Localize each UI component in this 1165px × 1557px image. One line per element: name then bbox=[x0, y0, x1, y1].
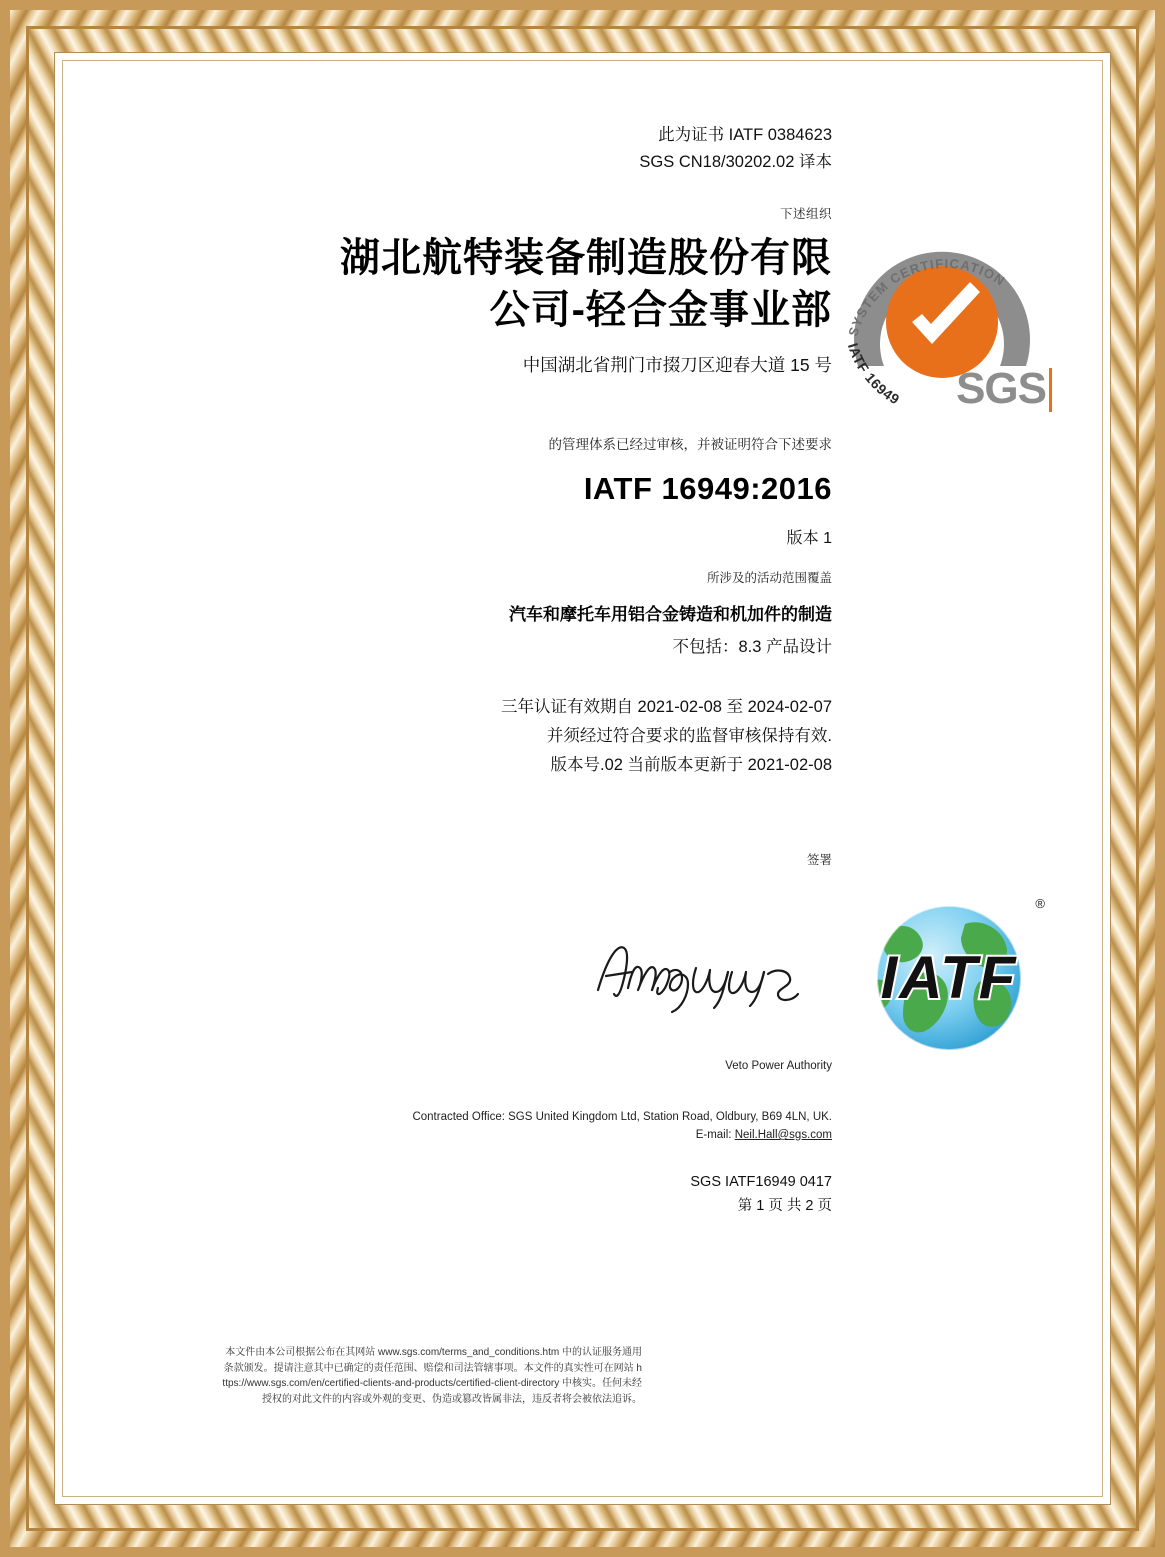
signature-image bbox=[592, 928, 832, 1014]
legal-disclaimer: 本文件由本公司根据公布在其网站 www.sgs.com/terms_and_conditions.htm 中的认证服务通用条款颁发。提请注意其中已确定的责任范围、赔偿和司法管辖事项。本文件的真实性可在网站 https://www.sgs.com/en/certified-clients-and-products/certified-client-directory 中核实。任何未经授权的对此文件的内容或外观的变更、伪造或篡改皆属非法，违反者将会被依法追诉。 bbox=[222, 1347, 642, 1405]
organization-name-line-1: 湖北航特装备制造股份有限 bbox=[340, 236, 832, 280]
email-line bbox=[162, 1126, 832, 1144]
standard-edition: 版本 1 bbox=[786, 530, 832, 547]
email-label: E-mail: bbox=[695, 1129, 735, 1141]
validity-line-1: 三年认证有效期自 2021-02-08 至 2024-02-07 bbox=[500, 698, 832, 716]
document-reference: SGS IATF16949 0417 bbox=[690, 1174, 832, 1190]
sgs-logo bbox=[832, 210, 1052, 420]
signature-svg bbox=[592, 928, 832, 1014]
validity-line-3: 版本号.02 当前版本更新于 2021-02-08 bbox=[550, 756, 832, 774]
scope-label: 所涉及的活动范围覆盖 bbox=[706, 571, 832, 585]
iatf-globe-svg bbox=[857, 890, 1047, 1060]
standard-name: IATF 16949:2016 bbox=[583, 471, 832, 506]
translation-note-line-2: SGS CN18/30202.02 译本 bbox=[639, 153, 832, 171]
management-system-note: 的管理体系已经过审核，并被证明符合下述要求 bbox=[548, 437, 832, 452]
scope-text: 汽车和摩托车用铝合金铸造和机加件的制造 bbox=[509, 605, 832, 624]
sgs-wordmark: SGS bbox=[956, 364, 1046, 413]
scope-exclusion: 不包括：8.3 产品设计 bbox=[672, 638, 832, 656]
sgs-arc-text-top: SYSTEM CERTIFICATION bbox=[845, 255, 1009, 339]
translation-note-line-1: 此为证书 IATF 0384623 bbox=[658, 126, 832, 144]
validity-line-2: 并须经过符合要求的监督审核保持有效. bbox=[546, 727, 832, 745]
certificate-content bbox=[62, 60, 1103, 1497]
document-reference-block bbox=[182, 1170, 832, 1218]
organization-address: 中国湖北省荆门市掇刀区迎春大道 15 号 bbox=[522, 355, 832, 375]
iatf-globe-logo bbox=[857, 890, 1047, 1060]
registered-trademark-icon: ® bbox=[1035, 896, 1045, 911]
certificate-text-column bbox=[182, 122, 832, 868]
signed-label: 签署 bbox=[806, 853, 832, 867]
iatf-wordmark: IATF bbox=[880, 944, 1018, 1011]
validity-block bbox=[182, 693, 832, 780]
contracted-office-block bbox=[162, 1108, 832, 1144]
sgs-arc-text-bottom: IATF 16949 bbox=[844, 341, 903, 408]
email-link[interactable]: Neil.Hall@sgs.com bbox=[734, 1129, 832, 1141]
veto-power-authority: Veto Power Authority bbox=[725, 1060, 832, 1072]
contracted-office-line: Contracted Office: SGS United Kingdom Ltd, Station Road, Oldbury, B69 4LN, UK. bbox=[412, 1111, 832, 1123]
page-number: 第 1 页 共 2 页 bbox=[737, 1198, 832, 1214]
organization-name-line-2: 公司-轻合金事业部 bbox=[489, 288, 832, 332]
organization-label: 下述组织 bbox=[779, 207, 832, 221]
